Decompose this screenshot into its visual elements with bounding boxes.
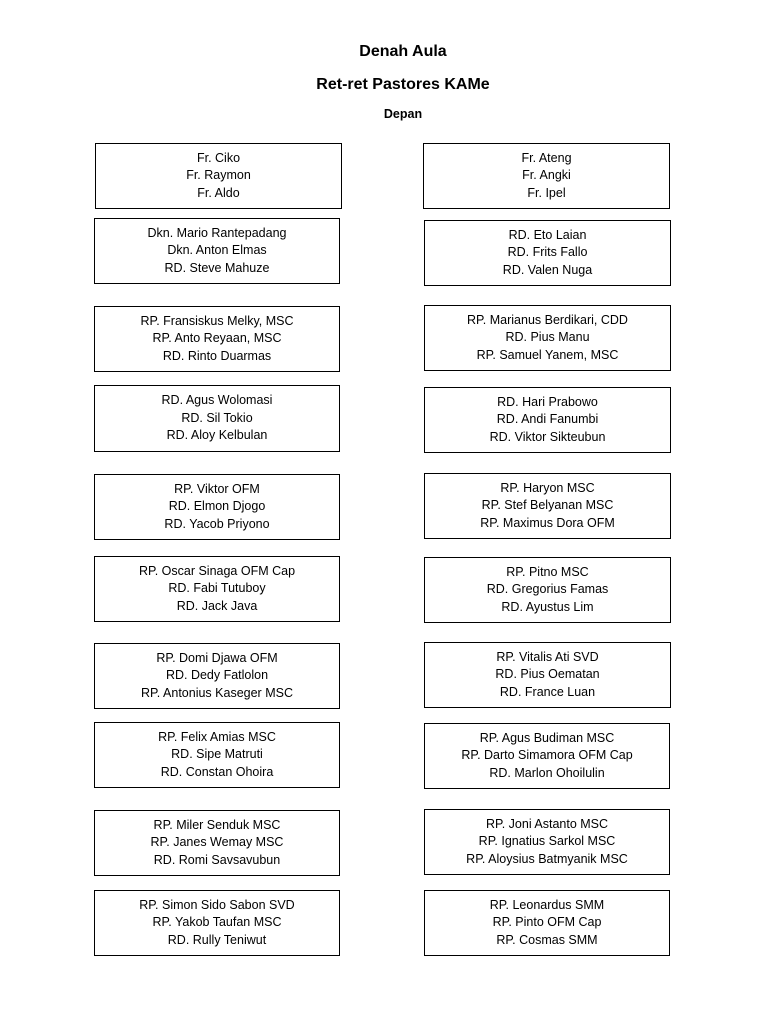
seat-name: RP. Vitalis Ati SVD	[496, 649, 599, 664]
seat-name: RD. Steve Mahuze	[164, 260, 270, 275]
seat-name: RD. Jack Java	[176, 598, 258, 613]
seat-name: RD. Yacob Priyono	[164, 516, 270, 531]
seat-name: RD. Fabi Tutuboy	[168, 581, 266, 596]
table-right-8	[424, 723, 670, 789]
seat-name: RP. Simon Sido Sabon SVD	[139, 897, 295, 912]
seat-name: RD. Viktor Sikteubun	[489, 429, 606, 444]
seat-name: RP. Leonardus SMM	[489, 897, 605, 912]
seat-name: RP. Stef Belyanan MSC	[481, 498, 614, 513]
table-right-4	[424, 387, 671, 453]
seat-name: RD. Aloy Kelbulan	[166, 428, 268, 443]
seat-name: RP. Domi Djawa OFM	[156, 650, 278, 665]
seat-name: RD. Frits Fallo	[507, 245, 588, 260]
seat-name: RP. Miler Senduk MSC	[153, 817, 281, 832]
table-left-1	[95, 143, 342, 209]
table-right-2	[424, 220, 671, 286]
table-left-5	[94, 474, 340, 540]
seat-name: RP. Anto Reyaan, MSC	[152, 331, 282, 346]
seat-name: RP. Cosmas SMM	[496, 932, 598, 947]
seat-name: RP. Viktor OFM	[174, 481, 260, 496]
table-right-3	[424, 305, 671, 371]
seat-name: RD. Dedy Fatlolon	[165, 668, 269, 683]
seat-name: RD. Gregorius Famas	[486, 582, 609, 597]
seat-name: Dkn. Mario Rantepadang	[147, 225, 287, 240]
seat-name: RD. Elmon Djogo	[168, 499, 266, 514]
seat-name: Fr. Aldo	[197, 185, 240, 200]
seat-name: RP. Marianus Berdikari, CDD	[467, 312, 628, 327]
seat-name: Dkn. Anton Elmas	[167, 243, 267, 258]
seat-name: RD. Rinto Duarmas	[162, 348, 272, 363]
seat-name: RP. Fransiskus Melky, MSC	[140, 313, 294, 328]
seat-name: RD. Agus Wolomasi	[161, 393, 273, 408]
seat-name: RP. Janes Wemay MSC	[150, 835, 284, 850]
front-label: Depan	[383, 107, 423, 121]
table-right-10	[424, 890, 670, 956]
seat-name: RD. Marlon Ohoilulin	[489, 765, 605, 780]
seat-name: RD. Sipe Matruti	[171, 747, 263, 762]
seat-name: RD. Rully Teniwut	[167, 932, 267, 947]
seat-name: RD. Andi Fanumbi	[496, 412, 599, 427]
seat-name: Fr. Raymon	[186, 168, 251, 183]
table-left-7	[94, 643, 340, 709]
table-right-6	[424, 557, 671, 623]
seat-name: Fr. Angki	[522, 168, 571, 183]
table-left-3	[94, 306, 340, 372]
table-right-9	[424, 809, 670, 875]
page-subtitle: Ret-ret Pastores KAMe	[316, 76, 490, 93]
table-left-2	[94, 218, 340, 284]
seat-name: RP. Ignatius Sarkol MSC	[478, 834, 616, 849]
page-title: Denah Aula	[359, 43, 447, 60]
seat-name: RD. Pius Manu	[505, 330, 590, 345]
table-left-10	[94, 890, 340, 956]
table-left-8	[94, 722, 340, 788]
seat-name: RP. Oscar Sinaga OFM Cap	[138, 563, 296, 578]
seat-name: RD. Ayustus Lim	[501, 599, 594, 614]
seat-name: RP. Aloysius Batmyanik MSC	[466, 851, 628, 866]
seat-name: RD. France Luan	[499, 684, 596, 699]
seat-name: RP. Samuel Yanem, MSC	[476, 347, 619, 362]
seat-name: Fr. Ateng	[521, 150, 572, 165]
seat-name: RD. Eto Laian	[508, 227, 587, 242]
table-left-9	[94, 810, 340, 876]
seat-name: RD. Valen Nuga	[502, 262, 593, 277]
seat-name: RP. Agus Budiman MSC	[479, 730, 615, 745]
seat-name: RP. Pinto OFM Cap	[492, 915, 602, 930]
seat-name: RP. Pitno MSC	[506, 564, 589, 579]
seat-name: RP. Yakob Taufan MSC	[152, 915, 282, 930]
seat-name: RP. Felix Amias MSC	[158, 729, 276, 744]
table-right-1	[423, 143, 670, 209]
table-right-7	[424, 642, 671, 708]
seat-name: RP. Antonius Kaseger MSC	[141, 685, 293, 700]
seat-name: RP. Maximus Dora OFM	[480, 515, 615, 530]
seat-name: RD. Constan Ohoira	[160, 764, 274, 779]
seat-name: RD. Hari Prabowo	[497, 394, 598, 409]
seat-name: RD. Sil Tokio	[181, 410, 253, 425]
table-left-4	[94, 385, 340, 452]
seat-name: RD. Pius Oematan	[495, 667, 600, 682]
table-left-6	[94, 556, 340, 622]
seat-name: Fr. Ciko	[196, 150, 241, 165]
table-right-5	[424, 473, 671, 539]
seat-name: Fr. Ipel	[527, 185, 566, 200]
seat-name: RD. Romi Savsavubun	[153, 852, 281, 867]
seat-name: RP. Haryon MSC	[500, 480, 595, 495]
seat-name: RP. Darto Simamora OFM Cap	[461, 748, 633, 763]
seat-name: RP. Joni Astanto MSC	[485, 816, 609, 831]
